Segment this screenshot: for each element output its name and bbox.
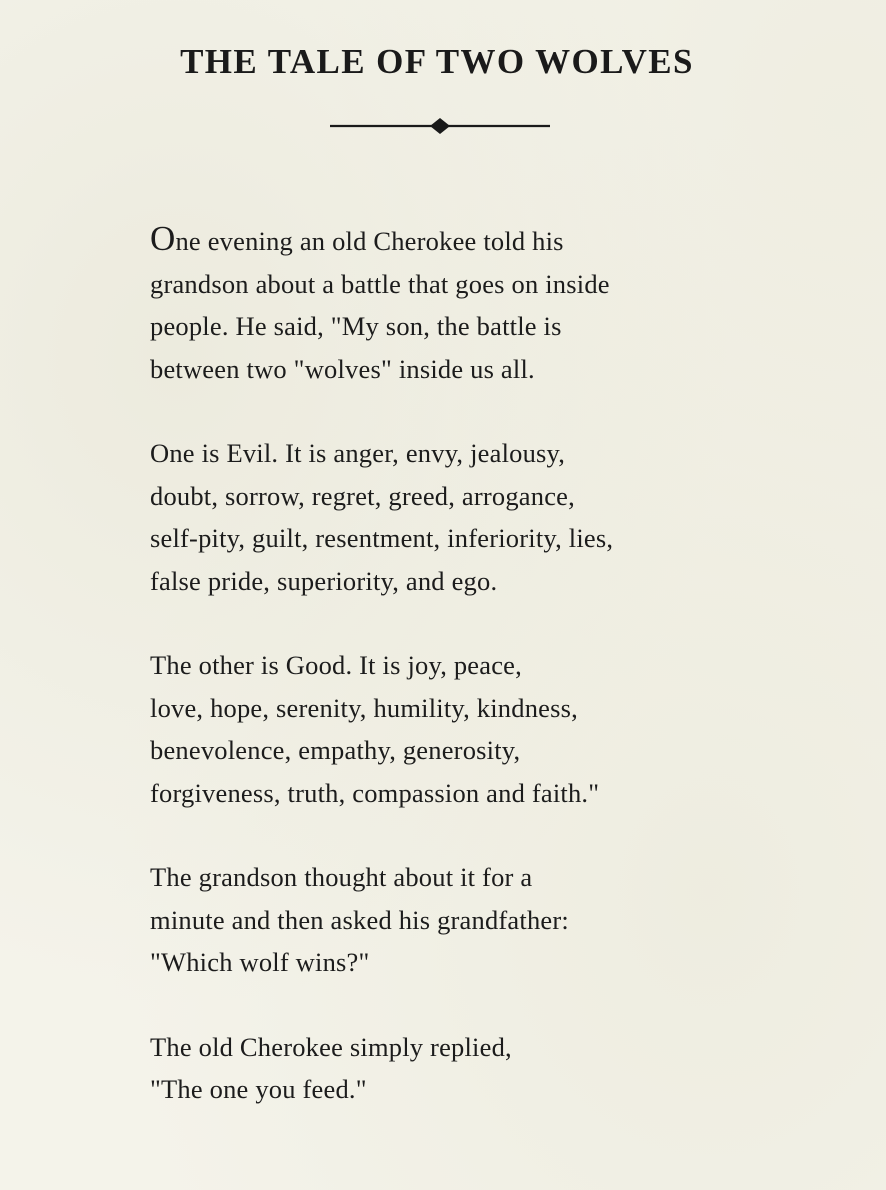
paragraph-good bbox=[150, 644, 790, 814]
text-line: benevolence, empathy, generosity, bbox=[150, 735, 521, 765]
paragraph-question bbox=[150, 856, 790, 984]
text-line: One is Evil. It is anger, envy, jealousy, bbox=[150, 438, 566, 468]
text-line: doubt, sorrow, regret, greed, arrogance, bbox=[150, 480, 575, 511]
text-line: The old Cherokee simply replied, bbox=[150, 1031, 512, 1062]
text-line: false pride, superiority, and ego. bbox=[150, 565, 498, 596]
text-line-rest: ne evening an old Cherokee told his bbox=[175, 226, 564, 256]
drop-cap: O bbox=[150, 219, 176, 258]
page-title: THE TALE OF TWO WOLVES bbox=[180, 42, 694, 81]
text-line: grandson about a battle that goes on inside bbox=[150, 268, 610, 299]
divider-ornament bbox=[330, 117, 550, 135]
text-line bbox=[150, 220, 790, 263]
text-line: self-pity, guilt, resentment, inferiority, lies, bbox=[150, 523, 614, 553]
paragraph-answer bbox=[150, 1026, 790, 1111]
text-line: The grandson thought about it for a bbox=[150, 862, 533, 892]
text-line: between two "wolves" inside us all. bbox=[150, 353, 535, 384]
text-line: people. He said, "My son, the battle is bbox=[150, 311, 562, 341]
paragraph-evil bbox=[150, 432, 790, 602]
text-line: forgiveness, truth, compassion and faith." bbox=[150, 777, 600, 808]
paragraph-intro bbox=[150, 220, 790, 390]
text-line: "The one you feed." bbox=[150, 1074, 367, 1104]
text-line: love, hope, serenity, humility, kindness, bbox=[150, 692, 578, 723]
text-line: "Which wolf wins?" bbox=[150, 947, 370, 977]
text-line: The other is Good. It is joy, peace, bbox=[150, 650, 522, 680]
story-body bbox=[150, 220, 790, 1153]
text-line: minute and then asked his grandfather: bbox=[150, 904, 569, 935]
